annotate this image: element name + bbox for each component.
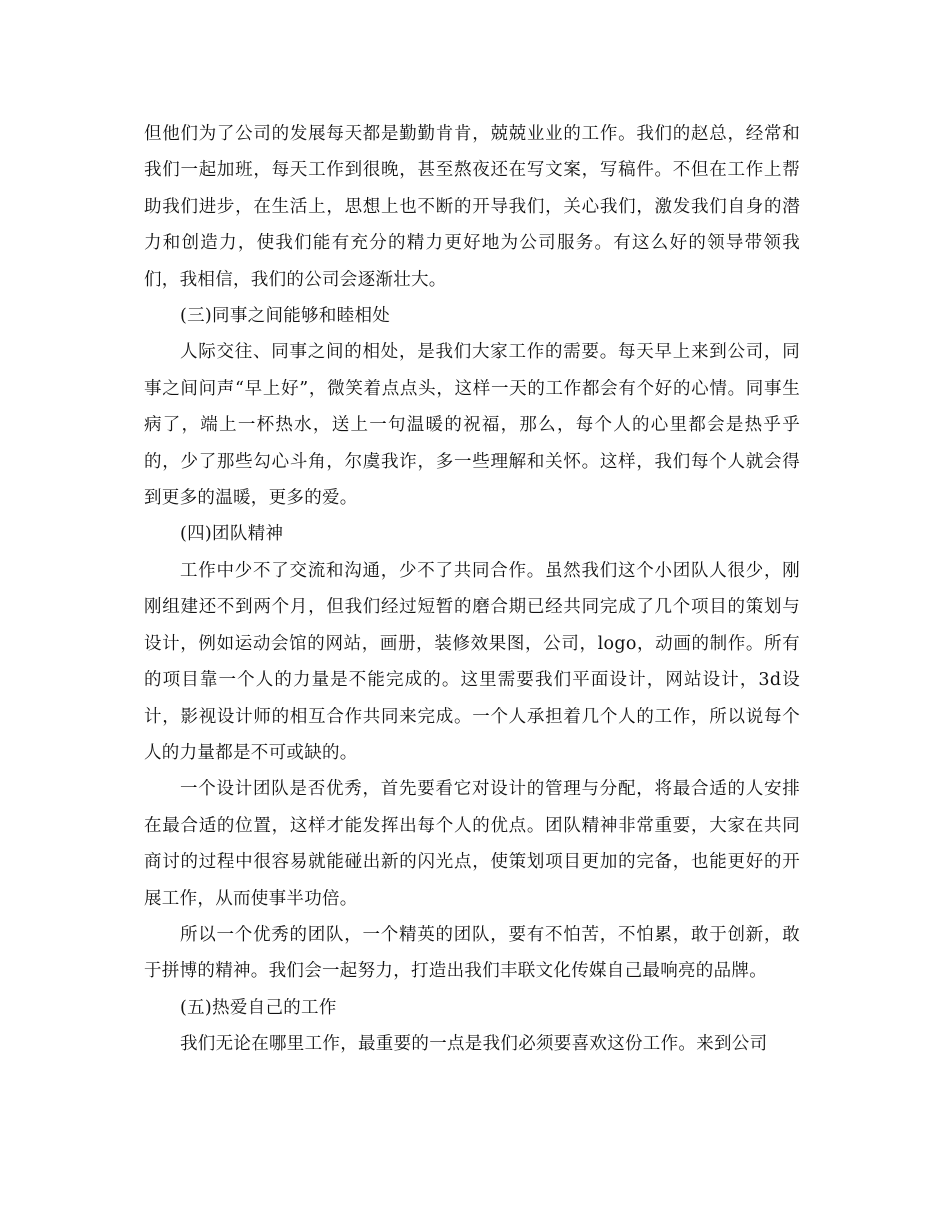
- paragraph-leadership: 但他们为了公司的发展每天都是勤勤肯肯，兢兢业业的工作。我们的赵总，经常和我们一起加班，每天工作到很晚，甚至熬夜还在写文案，写稿件。不但在工作上帮助我们进步，在生活上，思想上也不断的开导我们，关心我们，激发我们自身的潜力和创造力，使我们能有充分的精力更好地为公司服务。有这么好的领导带领我们，我相信，我们的公司会逐渐壮大。: [144, 124, 800, 290]
- document-body: [144, 116, 800, 1063]
- paragraph-team-brand: 所以一个优秀的团队，一个精英的团队，要有不怕苦，不怕累，敢于创新，敢于拼博的精神。我们会一起努力，打造出我们丰联文化传媒自己最响亮的品牌。: [144, 924, 800, 982]
- paragraph-team-management: 一个设计团队是否优秀，首先要看它对设计的管理与分配，将最合适的人安排在最合适的位置，这样才能发挥出每个人的优点。团队精神非常重要，大家在共同商讨的过程中很容易就能碰出新的闪光点，使策划项目更加的完备，也能更好的开展工作，从而使事半功倍。: [144, 779, 800, 909]
- section-heading-colleagues: (三)同事之间能够和睦相处: [180, 306, 391, 327]
- paragraph-team-cooperation: 工作中少不了交流和沟通，少不了共同合作。虽然我们这个小团队人很少，刚刚组建还不到两个月，但我们经过短暂的磨合期已经共同完成了几个项目的策划与设计，例如运动会馆的网站，画册，装修效果图，公司，logo，动画的制作。所有的项目靠一个人的力量是不能完成的。这里需要我们平面设计，网站设计，3d设计，影视设计师的相互合作共同来完成。一个人承担着几个人的工作，所以说每个人的力量都是不可或缺的。: [144, 560, 800, 763]
- section-heading-love-work: (五)热爱自己的工作: [180, 997, 337, 1018]
- paragraph-love-work: 我们无论在哪里工作，最重要的一点是我们必须要喜欢这份工作。来到公司: [180, 1034, 768, 1055]
- section-heading-team-spirit: (四)团队精神: [180, 524, 284, 545]
- paragraph-colleagues: 人际交往、同事之间的相处，是我们大家工作的需要。每天早上来到公司，同事之间问声“早上好”，微笑着点点头，这样一天的工作都会有个好的心情。同事生病了，端上一杯热水，送上一句温暖的祝福，那么，每个人的心里都会是热乎乎的，少了那些勾心斗角，尔虞我诈，多一些理解和关怀。这样，我们每个人就会得到更多的温暖，更多的爱。: [144, 342, 800, 509]
